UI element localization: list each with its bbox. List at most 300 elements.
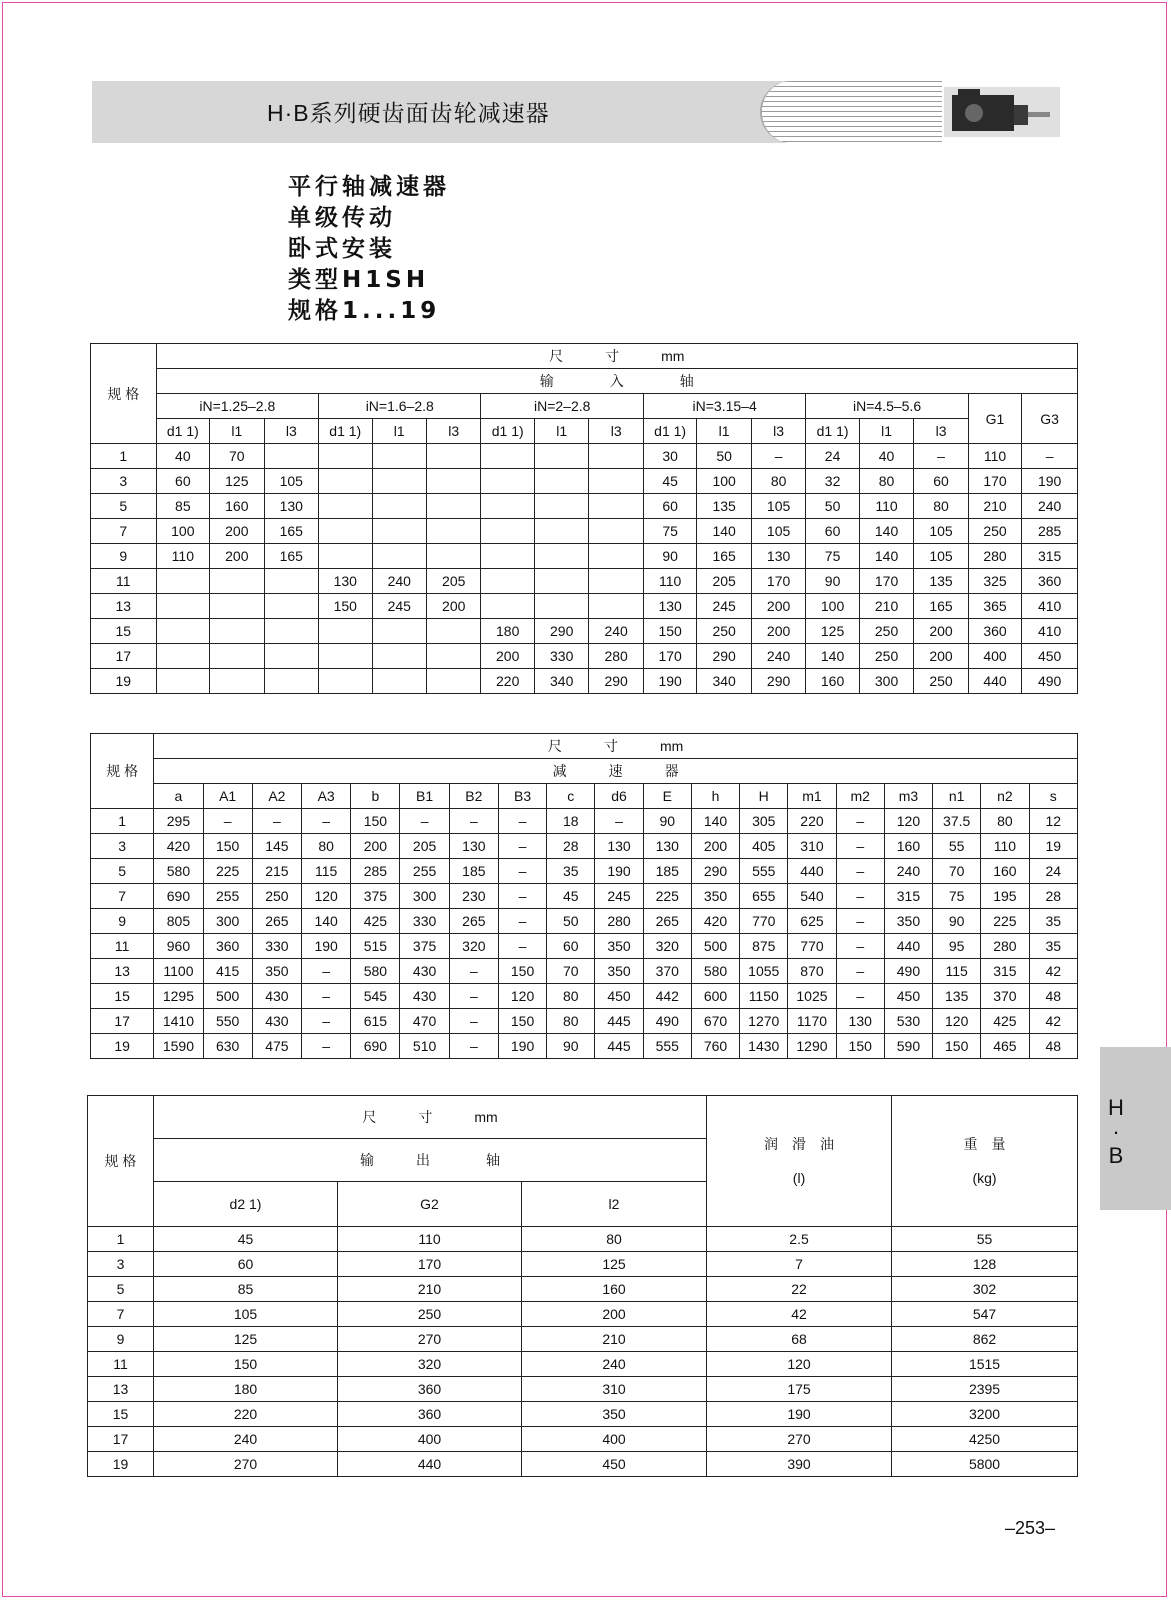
spec-cell: 7 bbox=[88, 1302, 154, 1327]
value-cell: 500 bbox=[691, 934, 739, 959]
value-cell: 150 bbox=[203, 834, 252, 859]
value-cell: 300 bbox=[203, 909, 252, 934]
value-cell: 180 bbox=[154, 1377, 338, 1402]
value-cell: 70 bbox=[210, 444, 264, 469]
value-cell: 35 bbox=[547, 859, 595, 884]
value-cell: 160 bbox=[806, 669, 859, 694]
value-cell: 22 bbox=[707, 1277, 892, 1302]
value-cell bbox=[319, 544, 372, 569]
col-header-l3: l3 bbox=[914, 419, 968, 444]
value-cell: 205 bbox=[400, 834, 449, 859]
value-cell: 100 bbox=[156, 519, 209, 544]
value-cell bbox=[589, 594, 643, 619]
value-cell: 310 bbox=[788, 834, 836, 859]
value-cell: 365 bbox=[968, 594, 1021, 619]
value-cell bbox=[426, 469, 480, 494]
value-cell: 80 bbox=[859, 469, 913, 494]
value-cell: 440 bbox=[788, 859, 836, 884]
value-cell bbox=[534, 544, 588, 569]
value-cell: 225 bbox=[981, 909, 1029, 934]
value-cell: 42 bbox=[1029, 959, 1077, 984]
value-cell: 170 bbox=[751, 569, 805, 594]
value-cell bbox=[534, 519, 588, 544]
value-cell: 3200 bbox=[892, 1402, 1078, 1427]
value-cell: 80 bbox=[547, 1009, 595, 1034]
value-cell: 547 bbox=[892, 1302, 1078, 1327]
value-cell: 540 bbox=[788, 884, 836, 909]
title-line-mount: 卧式安装 bbox=[288, 236, 396, 262]
spec-header: 规 格 bbox=[91, 344, 157, 444]
col-header-b3: B3 bbox=[498, 784, 546, 809]
value-cell: 19 bbox=[1029, 834, 1077, 859]
output-shaft-table bbox=[87, 1095, 1078, 1477]
col-header-b2: B2 bbox=[449, 784, 498, 809]
value-cell: 210 bbox=[859, 594, 913, 619]
value-cell: 200 bbox=[351, 834, 400, 859]
value-cell bbox=[481, 519, 534, 544]
value-cell: 240 bbox=[1022, 494, 1078, 519]
table-row bbox=[91, 444, 1078, 469]
value-cell bbox=[156, 619, 209, 644]
value-cell: 270 bbox=[338, 1327, 522, 1352]
spec-cell: 3 bbox=[91, 834, 154, 859]
spec-cell: 19 bbox=[88, 1452, 154, 1477]
value-cell: 125 bbox=[210, 469, 264, 494]
value-cell: 40 bbox=[859, 444, 913, 469]
value-cell bbox=[210, 619, 264, 644]
value-cell: – bbox=[914, 444, 968, 469]
value-cell: 445 bbox=[595, 1034, 643, 1059]
section-header: 输 出 轴 bbox=[154, 1139, 707, 1182]
value-cell: – bbox=[836, 859, 884, 884]
value-cell: – bbox=[449, 1034, 498, 1059]
value-cell: 440 bbox=[338, 1452, 522, 1477]
value-cell: 350 bbox=[252, 959, 301, 984]
value-cell: 75 bbox=[933, 884, 981, 909]
value-cell: 200 bbox=[914, 619, 968, 644]
value-cell: 340 bbox=[697, 669, 751, 694]
value-cell: 770 bbox=[740, 909, 788, 934]
table-row bbox=[91, 594, 1078, 619]
value-cell: 290 bbox=[589, 669, 643, 694]
col-header-b1: B1 bbox=[400, 784, 449, 809]
value-cell: 500 bbox=[203, 984, 252, 1009]
value-cell: 245 bbox=[595, 884, 643, 909]
value-cell: 200 bbox=[426, 594, 480, 619]
col-header-g2: G2 bbox=[338, 1182, 522, 1227]
value-cell: 265 bbox=[252, 909, 301, 934]
value-cell: 60 bbox=[914, 469, 968, 494]
side-tab-letter-h: H bbox=[1108, 1095, 1124, 1120]
value-cell bbox=[589, 519, 643, 544]
value-cell: 590 bbox=[884, 1034, 932, 1059]
value-cell bbox=[264, 644, 318, 669]
col-header-a2: A2 bbox=[252, 784, 301, 809]
value-cell: 170 bbox=[338, 1252, 522, 1277]
value-cell: – bbox=[595, 809, 643, 834]
value-cell: – bbox=[836, 909, 884, 934]
value-cell: 270 bbox=[154, 1452, 338, 1477]
table-row bbox=[91, 544, 1078, 569]
value-cell: 125 bbox=[806, 619, 859, 644]
value-cell: 95 bbox=[933, 934, 981, 959]
value-cell: 200 bbox=[481, 644, 534, 669]
value-cell: – bbox=[302, 1034, 351, 1059]
value-cell: 210 bbox=[338, 1277, 522, 1302]
value-cell: 430 bbox=[400, 984, 449, 1009]
value-cell: 450 bbox=[522, 1452, 707, 1477]
value-cell: 320 bbox=[338, 1352, 522, 1377]
col-header-l1: l1 bbox=[859, 419, 913, 444]
value-cell: 12 bbox=[1029, 809, 1077, 834]
value-cell: 120 bbox=[498, 984, 546, 1009]
value-cell bbox=[264, 669, 318, 694]
value-cell: 410 bbox=[1022, 619, 1078, 644]
spec-cell: 15 bbox=[91, 619, 157, 644]
value-cell bbox=[372, 519, 426, 544]
value-cell: 1410 bbox=[154, 1009, 203, 1034]
value-cell: 4250 bbox=[892, 1427, 1078, 1452]
value-cell: 120 bbox=[707, 1352, 892, 1377]
value-cell: 805 bbox=[154, 909, 203, 934]
value-cell: 430 bbox=[252, 984, 301, 1009]
table-row bbox=[91, 959, 1078, 984]
col-header-a3: A3 bbox=[302, 784, 351, 809]
weight-header bbox=[892, 1096, 1078, 1227]
spec-cell: 9 bbox=[91, 544, 157, 569]
value-cell: 770 bbox=[788, 934, 836, 959]
value-cell bbox=[319, 669, 372, 694]
value-cell: – bbox=[1022, 444, 1078, 469]
value-cell: 555 bbox=[643, 1034, 691, 1059]
value-cell: 290 bbox=[534, 619, 588, 644]
table-row bbox=[91, 834, 1078, 859]
value-cell: 130 bbox=[319, 569, 372, 594]
value-cell: 80 bbox=[302, 834, 351, 859]
value-cell bbox=[156, 669, 209, 694]
col-header-d1: d1 1) bbox=[481, 419, 534, 444]
value-cell: 80 bbox=[981, 809, 1029, 834]
value-cell: 340 bbox=[534, 669, 588, 694]
value-cell bbox=[534, 444, 588, 469]
spec-cell: 1 bbox=[91, 809, 154, 834]
value-cell: 135 bbox=[914, 569, 968, 594]
value-cell bbox=[481, 444, 534, 469]
spec-cell: 13 bbox=[88, 1377, 154, 1402]
value-cell: 125 bbox=[522, 1252, 707, 1277]
value-cell: 210 bbox=[522, 1327, 707, 1352]
value-cell: 165 bbox=[264, 544, 318, 569]
spec-cell: 7 bbox=[91, 519, 157, 544]
value-cell: 240 bbox=[154, 1427, 338, 1452]
value-cell: 45 bbox=[643, 469, 696, 494]
oil-label: 润 滑 油 bbox=[764, 1136, 835, 1152]
value-cell: 130 bbox=[264, 494, 318, 519]
value-cell: 470 bbox=[400, 1009, 449, 1034]
value-cell: 115 bbox=[933, 959, 981, 984]
spec-cell: 13 bbox=[91, 594, 157, 619]
value-cell: 175 bbox=[707, 1377, 892, 1402]
value-cell: 360 bbox=[338, 1377, 522, 1402]
value-cell: 400 bbox=[968, 644, 1021, 669]
value-cell: 225 bbox=[643, 884, 691, 909]
value-cell: – bbox=[302, 959, 351, 984]
spec-cell: 5 bbox=[91, 494, 157, 519]
value-cell: 120 bbox=[933, 1009, 981, 1034]
value-cell: 140 bbox=[302, 909, 351, 934]
value-cell: 110 bbox=[968, 444, 1021, 469]
section-header: 输 入 轴 bbox=[156, 369, 1077, 394]
value-cell: 105 bbox=[914, 519, 968, 544]
value-cell: 1055 bbox=[740, 959, 788, 984]
value-cell: 90 bbox=[547, 1034, 595, 1059]
value-cell bbox=[589, 469, 643, 494]
value-cell: 325 bbox=[968, 569, 1021, 594]
table-row bbox=[91, 494, 1078, 519]
value-cell: 490 bbox=[643, 1009, 691, 1034]
value-cell: 165 bbox=[914, 594, 968, 619]
value-cell bbox=[264, 444, 318, 469]
value-cell: – bbox=[836, 984, 884, 1009]
value-cell: 350 bbox=[884, 909, 932, 934]
value-cell: 960 bbox=[154, 934, 203, 959]
spec-header: 规 格 bbox=[88, 1096, 154, 1227]
value-cell: 290 bbox=[691, 859, 739, 884]
value-cell: – bbox=[836, 884, 884, 909]
col-header-l2: l2 bbox=[522, 1182, 707, 1227]
value-cell: 1025 bbox=[788, 984, 836, 1009]
value-cell: 250 bbox=[338, 1302, 522, 1327]
value-cell: 580 bbox=[691, 959, 739, 984]
value-cell: 285 bbox=[1022, 519, 1078, 544]
table-row bbox=[91, 884, 1078, 909]
value-cell bbox=[372, 469, 426, 494]
value-cell: 350 bbox=[522, 1402, 707, 1427]
value-cell: 320 bbox=[643, 934, 691, 959]
ratio-group-header: iN=3.15–4 bbox=[643, 394, 805, 419]
value-cell: – bbox=[498, 859, 546, 884]
value-cell bbox=[426, 644, 480, 669]
value-cell: 80 bbox=[522, 1227, 707, 1252]
gear-reducer-thumbnail-icon bbox=[944, 87, 1060, 137]
value-cell: – bbox=[498, 884, 546, 909]
title-block bbox=[288, 172, 450, 327]
table-row bbox=[91, 669, 1078, 694]
value-cell: 630 bbox=[203, 1034, 252, 1059]
table-row bbox=[91, 809, 1078, 834]
value-cell bbox=[589, 544, 643, 569]
value-cell: 128 bbox=[892, 1252, 1078, 1277]
col-header-l1: l1 bbox=[372, 419, 426, 444]
col-header-m1: m1 bbox=[788, 784, 836, 809]
value-cell bbox=[534, 494, 588, 519]
value-cell: 100 bbox=[697, 469, 751, 494]
value-cell: 550 bbox=[203, 1009, 252, 1034]
value-cell: – bbox=[836, 809, 884, 834]
value-cell: – bbox=[751, 444, 805, 469]
value-cell: 140 bbox=[697, 519, 751, 544]
value-cell: 90 bbox=[806, 569, 859, 594]
value-cell: 280 bbox=[968, 544, 1021, 569]
value-cell: 670 bbox=[691, 1009, 739, 1034]
value-cell: 140 bbox=[859, 519, 913, 544]
value-cell bbox=[319, 644, 372, 669]
header-title: H·B系列硬齿面齿轮减速器 bbox=[267, 100, 550, 126]
value-cell: 120 bbox=[302, 884, 351, 909]
spec-cell: 11 bbox=[88, 1352, 154, 1377]
value-cell: 50 bbox=[806, 494, 859, 519]
value-cell: 135 bbox=[933, 984, 981, 1009]
value-cell bbox=[481, 569, 534, 594]
value-cell: 375 bbox=[351, 884, 400, 909]
value-cell: – bbox=[302, 809, 351, 834]
value-cell bbox=[481, 594, 534, 619]
value-cell: 28 bbox=[1029, 884, 1077, 909]
value-cell bbox=[319, 619, 372, 644]
col-header-d1: d1 1) bbox=[319, 419, 372, 444]
value-cell: 1590 bbox=[154, 1034, 203, 1059]
value-cell: 45 bbox=[547, 884, 595, 909]
value-cell: 130 bbox=[643, 834, 691, 859]
value-cell: 60 bbox=[643, 494, 696, 519]
spec-cell: 17 bbox=[88, 1427, 154, 1452]
col-header-g3: G3 bbox=[1022, 394, 1078, 444]
value-cell: 160 bbox=[210, 494, 264, 519]
col-header-l1: l1 bbox=[697, 419, 751, 444]
value-cell: 75 bbox=[806, 544, 859, 569]
value-cell: 290 bbox=[697, 644, 751, 669]
value-cell: 110 bbox=[156, 544, 209, 569]
value-cell: 300 bbox=[400, 884, 449, 909]
value-cell: 625 bbox=[788, 909, 836, 934]
side-tab-letter-b: B bbox=[1108, 1143, 1124, 1168]
value-cell: 255 bbox=[203, 884, 252, 909]
ratio-group-header: iN=4.5–5.6 bbox=[806, 394, 968, 419]
value-cell: 450 bbox=[595, 984, 643, 1009]
value-cell: 90 bbox=[643, 544, 696, 569]
value-cell: 415 bbox=[203, 959, 252, 984]
value-cell bbox=[156, 569, 209, 594]
value-cell: – bbox=[400, 809, 449, 834]
value-cell: 240 bbox=[589, 619, 643, 644]
dim-header: 尺 寸 mm bbox=[154, 1096, 707, 1139]
value-cell: 200 bbox=[210, 544, 264, 569]
value-cell: 870 bbox=[788, 959, 836, 984]
value-cell bbox=[589, 494, 643, 519]
value-cell: 1170 bbox=[788, 1009, 836, 1034]
spec-cell: 11 bbox=[91, 934, 154, 959]
value-cell: 690 bbox=[154, 884, 203, 909]
value-cell: 245 bbox=[697, 594, 751, 619]
value-cell: 370 bbox=[643, 959, 691, 984]
value-cell: 600 bbox=[691, 984, 739, 1009]
value-cell bbox=[534, 594, 588, 619]
value-cell: 250 bbox=[697, 619, 751, 644]
value-cell bbox=[372, 669, 426, 694]
value-cell: 50 bbox=[547, 909, 595, 934]
value-cell: 410 bbox=[1022, 594, 1078, 619]
spec-cell: 3 bbox=[91, 469, 157, 494]
table-row bbox=[91, 1009, 1078, 1034]
header-band bbox=[92, 81, 1082, 143]
value-cell: – bbox=[498, 909, 546, 934]
value-cell: 115 bbox=[302, 859, 351, 884]
value-cell: – bbox=[449, 984, 498, 1009]
value-cell: 215 bbox=[252, 859, 301, 884]
table-row bbox=[91, 909, 1078, 934]
value-cell: 315 bbox=[884, 884, 932, 909]
table-row bbox=[88, 1302, 1078, 1327]
spec-cell: 5 bbox=[88, 1277, 154, 1302]
value-cell: 180 bbox=[481, 619, 534, 644]
value-cell: 240 bbox=[884, 859, 932, 884]
value-cell: 68 bbox=[707, 1327, 892, 1352]
value-cell: 120 bbox=[884, 809, 932, 834]
reducer-dimensions-table bbox=[90, 733, 1078, 1059]
value-cell: 165 bbox=[697, 544, 751, 569]
value-cell: 150 bbox=[498, 959, 546, 984]
value-cell: – bbox=[449, 1009, 498, 1034]
value-cell: 200 bbox=[914, 644, 968, 669]
value-cell bbox=[372, 644, 426, 669]
value-cell: 130 bbox=[643, 594, 696, 619]
value-cell bbox=[426, 519, 480, 544]
value-cell: 24 bbox=[1029, 859, 1077, 884]
spec-cell: 19 bbox=[91, 669, 157, 694]
value-cell: 655 bbox=[740, 884, 788, 909]
value-cell: 190 bbox=[595, 859, 643, 884]
value-cell: 150 bbox=[643, 619, 696, 644]
value-cell: 42 bbox=[707, 1302, 892, 1327]
value-cell bbox=[264, 594, 318, 619]
col-header-l1: l1 bbox=[534, 419, 588, 444]
value-cell: 205 bbox=[697, 569, 751, 594]
spec-cell: 9 bbox=[88, 1327, 154, 1352]
col-header-a: a bbox=[154, 784, 203, 809]
col-header-d2: d2 1) bbox=[154, 1182, 338, 1227]
col-header-d6: d6 bbox=[595, 784, 643, 809]
table-row bbox=[88, 1452, 1078, 1477]
value-cell: 1150 bbox=[740, 984, 788, 1009]
value-cell: 450 bbox=[1022, 644, 1078, 669]
col-header-l3: l3 bbox=[426, 419, 480, 444]
value-cell bbox=[210, 594, 264, 619]
value-cell: 70 bbox=[547, 959, 595, 984]
value-cell bbox=[534, 569, 588, 594]
value-cell: 490 bbox=[884, 959, 932, 984]
dim-header: 尺 寸 mm bbox=[156, 344, 1077, 369]
table-row bbox=[88, 1227, 1078, 1252]
spec-cell: 15 bbox=[88, 1402, 154, 1427]
value-cell: 60 bbox=[547, 934, 595, 959]
value-cell: 110 bbox=[859, 494, 913, 519]
value-cell: 170 bbox=[968, 469, 1021, 494]
value-cell: 315 bbox=[1022, 544, 1078, 569]
value-cell: 515 bbox=[351, 934, 400, 959]
value-cell: 420 bbox=[691, 909, 739, 934]
value-cell: 315 bbox=[981, 959, 1029, 984]
value-cell bbox=[210, 644, 264, 669]
value-cell: 280 bbox=[589, 644, 643, 669]
value-cell: 475 bbox=[252, 1034, 301, 1059]
table-row bbox=[88, 1427, 1078, 1452]
value-cell: 200 bbox=[210, 519, 264, 544]
value-cell: 580 bbox=[351, 959, 400, 984]
value-cell: 105 bbox=[751, 494, 805, 519]
value-cell: 250 bbox=[859, 619, 913, 644]
value-cell: 190 bbox=[498, 1034, 546, 1059]
table-row bbox=[91, 1034, 1078, 1059]
